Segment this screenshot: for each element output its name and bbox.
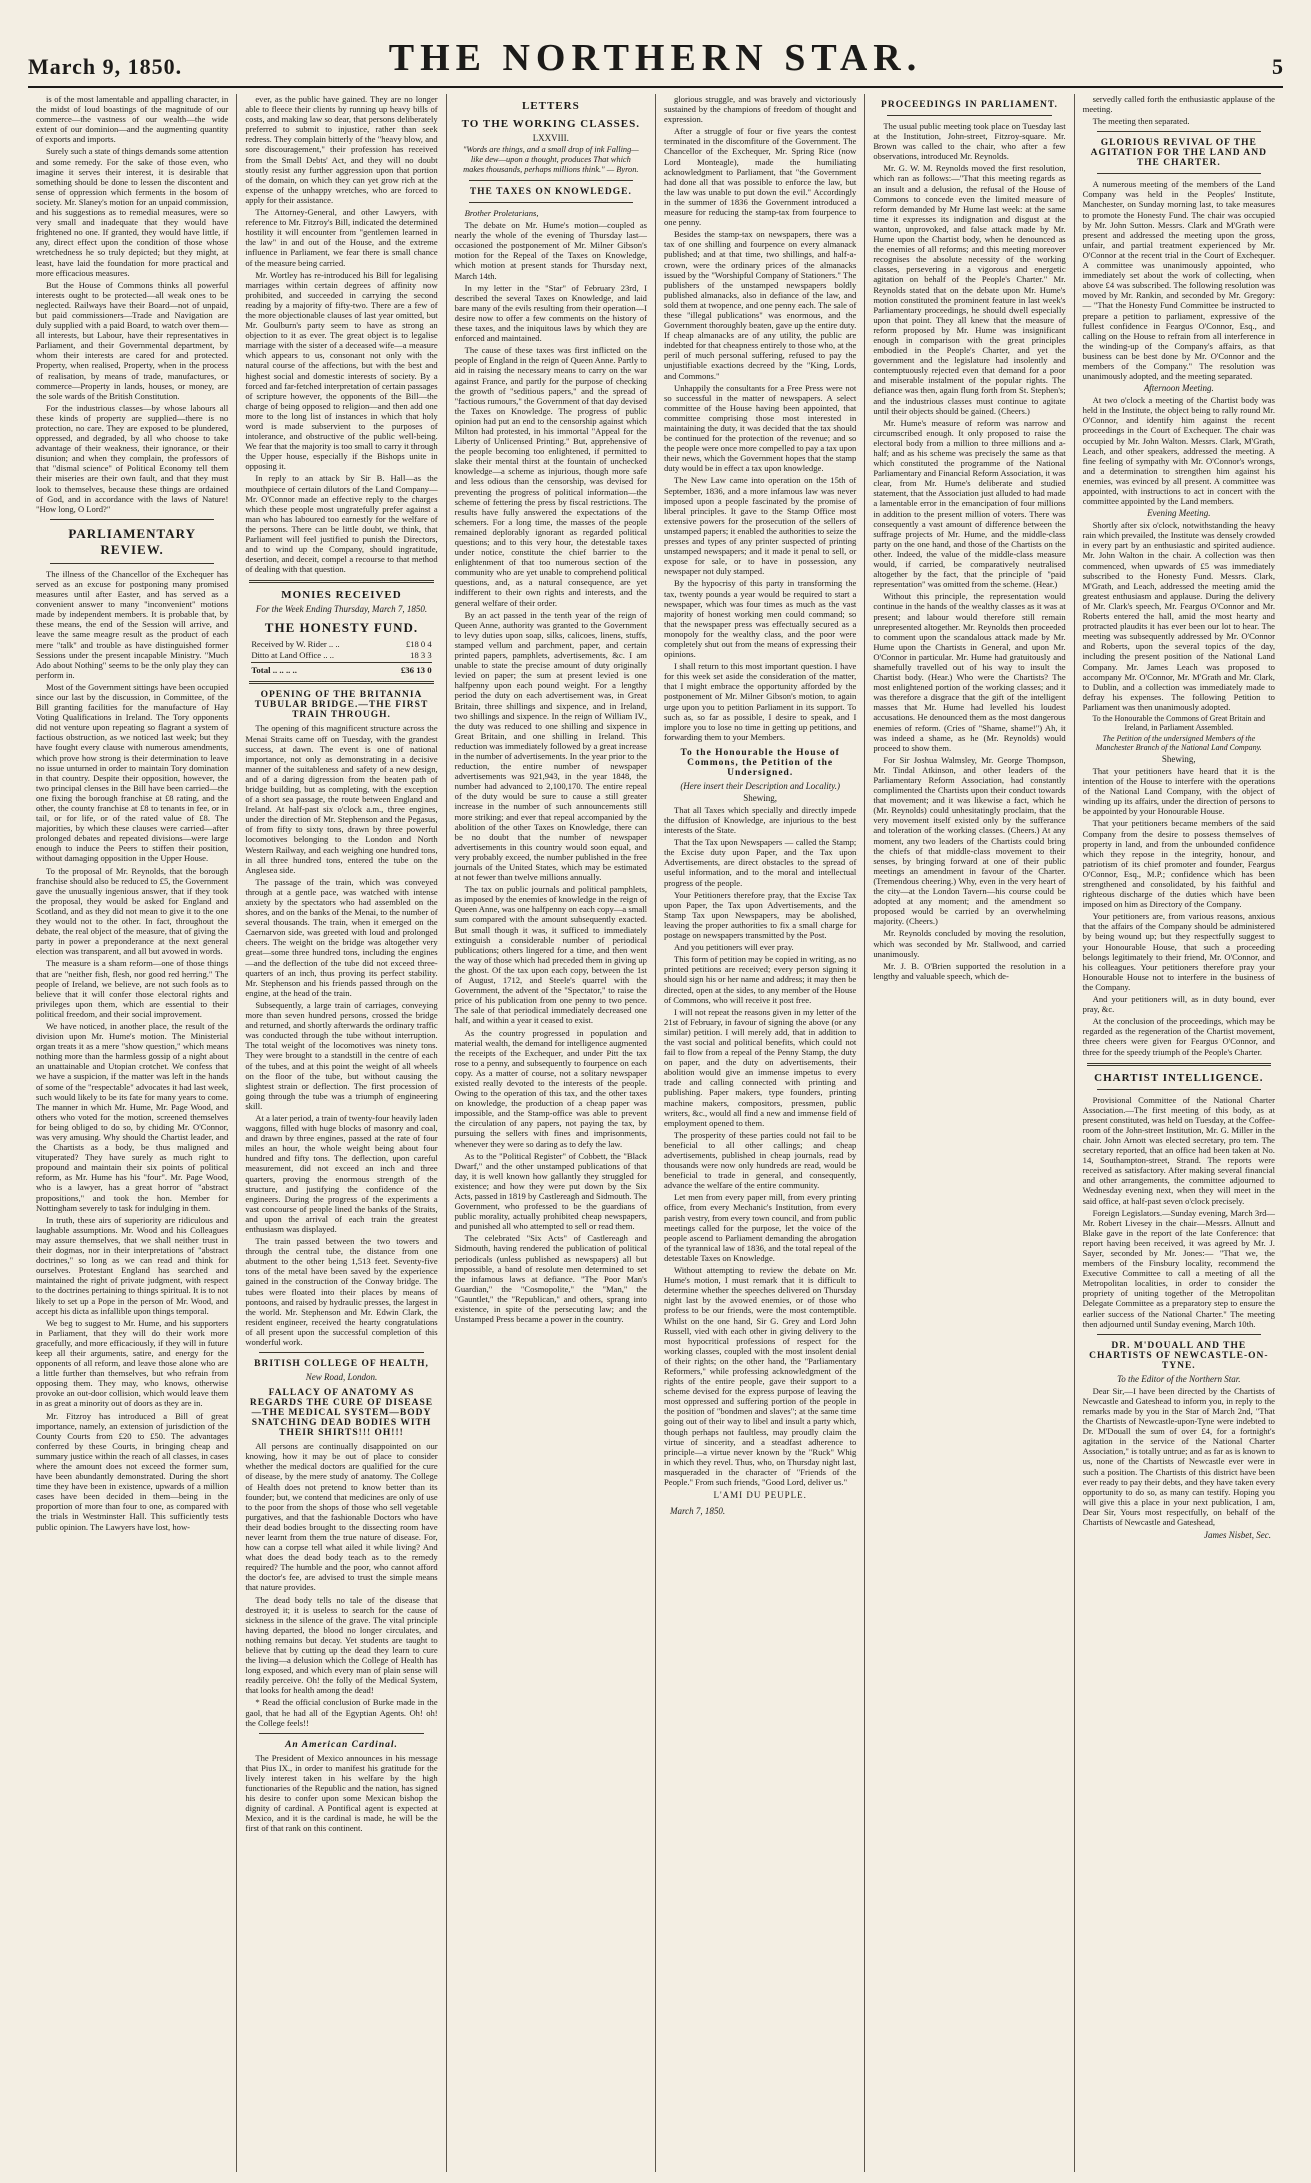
paragraph: The usual public meeting took place on Tuesday last at the Institution, John-street, Fitzroy-square. Mr. Brown was called to the chair, who after a few observations, introduced Mr. Reynolds.: [873, 121, 1066, 162]
paragraph: Mr. Wortley has re-introduced his Bill for legalising marriages within certain degrees of affinity now prohibited, and succeeded in carrying the second reading by a majority of fifty-two. There are a few of the more objectionable clauses of last year omitted, but Mr. Goulburn's party seem to have as strong an objection to it as ever. The great object is to legalise marriage with the sister of a deceased wife—a measure which appears to us, consonant not only with the natural course of the affections, but with the best and highest social and domestic interests of society. By a forced and far-fetched interpretation of certain passages of scripture however, the opponents of the Bill—the charge of being opposed to religion—and then add one more to the long list of instances in which that holy word is made subservient to the purposes of intolerance, and obstructive of the public well-being. We fear that the majority is too small to carry it through the Upper house, especially if the Bishops unite in opposing it.: [245, 269, 438, 472]
paragraph: In truth, these airs of superiority are ridiculous and laughable assumptions. Mr. Wood and his Colleagues may assure themselves, that we shall neither trust in their dogmas, nor in their interpretations of "abstract doctrines," so long as we can read and think for ourselves. Protestant England has searched and maintained the right of private judgment, with respect to the doctrines pertaining to things spiritual. It is to not likely to set up a Pope in the person of Mr. Wood, and accept his dicta as infallible upon things temporal.: [36, 1214, 229, 1316]
paragraph: To the proposal of Mr. Reynolds, that the borough franchise should also be reduced to £5, the Government gave the unusually ingenious answer, that if they took the proposal, they would be asked for England and Scotland, and as they did not mean to give it to the one they would not to the other. In fact, throughout the debate, the real object of the measure, that of giving the party in power a preponderance at the next general election was transparent, and all but avowed in words.: [36, 865, 229, 957]
paragraph: As to the "Political Register" of Cobbett, the "Black Dwarf," and the other unstamped publications of that day, it is well known how gallantly they struggled for existence; and how they were put down by the Six Acts, passed in 1819 by Castlereagh and Sidmouth. The Government, who professed to be the guardians of public morality, actually prohibited cheap newspapers, and punished all who attempted to sell or read them.: [454, 1150, 647, 1232]
paragraph: Foreign Legislators.—Sunday evening, March 3rd—Mr. Robert Livesey in the chair—Messrs. Allnutt and Blake gave in the report of the late Conference: that report having been received, it was agreed by Mr. J. Sayer, seconded by Mr. Jones:— "That we, the members of the Finsbury locality, recommend the Executive Committee to call a meeting of all the Metropolitan localities, in order to consider the propriety of uniting together of the Metropolitan Delegate Committee as a preparatory step to ensure the earlier success of the National Charter." The meeting then adjourned until Sunday evening, March 10th.: [1082, 1207, 1275, 1329]
paragraph: A numerous meeting of the members of the Land Company was held in the Peoples' Institute, Manchester, on Sunday morning last, to take measures to promote the Honesty Fund. The chair was occupied by Mr. John Sutton. Messrs. Clark and M'Grath were present and addressed the meeting upon the gross, unfair, and partial treatment experienced by Mr. O'Connor at the recent trial in the Court of Exchequer. A committee was unanimously appointed, who immediately set about the work of collecting, when above £4 was subscribed. The following resolution was moved by Mr. Rankin, and seconded by Mr. Gregory:— "That the Honesty Fund Committee be instructed to prepare a petition to parliament, expressive of the fullest confidence in Feargus O'Connor, Esq., and calling on the House to refrain from all interference in the winding-up of the Company's affairs, as that business can be best done by Mr. O'Connor and the members of the Company." The resolution was unanimously adopted, and the meeting separated.: [1082, 179, 1275, 382]
divider: [1097, 131, 1261, 132]
paragraph: Unhappily the consultants for a Free Press were not so successful in the matter of newspapers. A select committee of the House having been appointed, that committee comprising those most interested in maintaining the duty, it was decided that the tax should be continued for the protection of the revenue; and so the people were once more compelled to pay a tax upon their news, which the Government hopes that the stamp duty would be in effect a tax upon knowledge.: [663, 382, 857, 474]
paragraph: Without this principle, the representation would continue in the hands of the wealthy classes as it was at present; and labour would therefore still remain unrepresented altogether. Mr. Reynolds then proceeded to comment upon the scandalous attack made by Mr. Hume upon the Chartists in General, and upon Mr. O'Connor in particular. Mr. Hume had gratuitously and shamefully travelled out of his way to insult the Chartist body. (Hear.) Who were the Chartists? The most enlightened portion of the working classes; and it was therefore a disgrace that the gift of the intelligent masses that Mr. Hume had levelled his loudest accusations. He denounced them as the most dangerous enemies of reform. (Cries of "Shame, shame!") Ah, it was indeed a shame, as he (Mr. Reynolds) would proceed to show them.: [873, 591, 1066, 753]
monies-received-subheading: For the Week Ending Thursday, March 7, 1850.: [255, 604, 428, 615]
taxes-on-knowledge-heading: THE TAXES ON KNOWLEDGE.: [469, 187, 632, 197]
paragraph: ever, as the public have gained. They are no longer able to fleece their clients by running up heavy bills of costs, and making law so dear, that persons deliberately preferred to submit to injustice, rather than seek redress. They complain bitterly of the "heavy blow, and sore discouragement," their profession has received from the Small Debts' Act, and they will no doubt stoutly resist any further aggression upon that portion of the domain, on which they can yet grow rich at the expense of the unhappy wretches, who are forced to apply for their assistance.: [245, 94, 438, 205]
paragraph: All persons are continually disappointed on our knowing, how it may be out of place to consider whether the medical doctors are qualified for the cure of disease, by the mere study of anatomy. The College of Health does not pretend to know better than its founder; but, we contend that medicines are only of use to the poor from the shops of those who sell vegetable purgatives, and that the fashionable Doctors who have their dead bodies brought to the dissecting room have never learnt from them the true nature of disease. For, how can a corpse tell what ailed it while living? And what does the dead body teach as to the remedy required? The humble and the poor, who cannot afford the doctor's fee, are advised to trust the simple means that nature provides.: [245, 1441, 438, 1593]
paragraph: Mr. Fitzroy has introduced a Bill of great importance, namely, an extension of jurisdiction of the County Courts from £20 to £50. The advantages conferred by these Courts, in bringing cheap and summary justice within the reach of all classes, in cases where the amount does not exceed the former sum, have been abundantly demonstrated. During the short time they have been in existence, upwards of a million cases have been decided in them—being in the proportion of more than four to one, as compared with the trials in Westminster Hall. This sufficiently tests public opinion. The Lawyers have lost, how-: [36, 1410, 229, 1532]
salutation: Brother Proletarians,: [464, 208, 539, 218]
issue-date: March 9, 1850.: [28, 54, 183, 79]
honesty-fund-heading: THE HONESTY FUND.: [264, 620, 419, 636]
paragraph: Without attempting to review the debate on Mr. Hume's motion, I must remark that it is difficult to determine whether the speeches delivered on Thursday night last by the avowed enemies, or of those who profess to be our friends, were the most contemptible. Whilst on the one hand, Sir G. Grey and Lord John Russell, vied with each other in giving delivery to the most hypocritical professions of respect for the working classes, coupled with the most insolent denial of their rights; on the other hand, the "Parliamentary Reformers," while professing acknowledgment of the rights of the entire people, gave their support to a scheme devised for the express purpose of leaving the most oppressed and suffering portion of the people in the position of "bondmen and slaves"; at the same time going out of their way to libel and insult a party which, though perhaps not faultless, may proudly claim the virtue of sincerity, and a steadfast adherence to principle—a virtue never known by the "Ruck" Whig in which they revel. Thus, who, on Thursday night last, masqueraded in the character of "Friends of the People." From such friends, "Good Lord, deliver us.": [663, 1265, 857, 1487]
divider: [259, 1352, 423, 1353]
paragraph: Shortly after six o'clock, notwithstanding the heavy rain which prevailed, the Institute was densely crowded in every part by an enthusiastic and spirited audience. Mr. John Walton in the chair. A collection was then commenced, when upwards of £5 was immediately subscribed to the Honesty Fund. Messrs. Clark, M'Grath, and Leach, addressed the meeting amid the greatest enthusiasm and applause. During the delivery of Mr. Clark's speech, Mr. Feargus O'Connor and Mr. Roberts entered the hall, amid the most hearty and protracted plaudits it has ever been our lot to hear. The meeting was subsequently addressed by Mr. O'Connor and Roberts, upon the several topics of the day, including the present position of the National Land Company. Mr. James Leach was proposed to accompany Mr. O'Connor, Mr. M'Grath and Mr. Clark, to Dublin, and a collection was immediately made to defray his expenses. The following Petition to Parliament was then unanimously adopted.: [1082, 520, 1275, 712]
fund-row-amount: 18 3 3: [410, 650, 432, 661]
fallacy-of-anatomy-heading: FALLACY OF ANATOMY AS REGARDS THE CURE OF DISEASE—THE MEDICAL SYSTEM—BODY SNATCHING DEAD BODIES WITH THEIR SHIRTS!!! OH!!!: [249, 1388, 434, 1439]
fund-row: [251, 650, 431, 660]
paragraph: Let men from every paper mill, from every printing office, from every Mechanic's Institution, from every parish vestry, from every town council, and from public meetings called for the purpose, let the voice of the people ascend to Parliament demanding the abrogation of the tyrannical law of 1836, and the total repeal of the detestable Taxes on Knowledge.: [663, 1192, 857, 1263]
petition-heading: To the Honourable the House of Commons, the Petition of the Undersigned.: [680, 747, 840, 778]
fund-total-label: Total .. .. .. ..: [251, 665, 297, 676]
fund-row-label: Received by W. Rider .. ..: [251, 639, 340, 650]
editor-address: To the Editor of the Northern Star.: [1117, 1373, 1241, 1384]
divider: [469, 180, 633, 181]
column-6: [1075, 94, 1283, 2172]
divider: [259, 1733, 423, 1734]
paragraph: At a later period, a train of twenty-four heavily laden waggons, filled with huge blocks of masonry and coal, and drawn by three engines, passed at the rate of four miles an hour, the whole weight being about four hundred and fifty tons. The deflection, upon careful measurement, did not exceed an inch and three quarters, proving the enormous strength of the structure, and justifying the confidence of the engineers. During the progress of the experiments a vast concourse of people lined the banks of the Straits, and upon the arrival of each train the greatest enthusiasm was displayed.: [245, 1112, 438, 1234]
petition-address: To the Honourable the Commons of Great Britain and Ireland, in Parliament Assembled.: [1092, 713, 1266, 732]
paragraph: The illness of the Chancellor of the Exchequer has served as an excuse for postponing many promised measures until after Easter, and has served as a convenient answer to many "inconvenient" motions made by independent members. It is probable that, by these means, the end of the Session will arrive, and leave the same meagre result as the product of each mere "talk" and trouble as have distinguished former Sessions under the present incapable Ministry. "Much Ado about Nothing" seems to be the only play they can perform in.: [36, 568, 229, 680]
paragraph: For the industrious classes—by whose labours all these kinds of property are supplied—there is no protection, no care. They are exposed to be plundered, oppressed, and degraded, by all who choose to take advantage of their weakness, their ignorance, or their disunion; and when they complain, the professors of that "dismal science" of Political Economy tell them their miseries are their own fault, and that they must look to themselves, because these things are ordained of God, and in accordance with the laws of Nature! "How long, O Lord?": [36, 402, 229, 514]
article-columns: [28, 94, 1283, 2172]
column-1: [28, 94, 237, 2172]
paragraph: That your petitioners became members of the said Company from the desire to possess themselves of property in land, and from the unbounded confidence which they repose in the integrity, honour, and patriotism of its chief promoter and founder, Feargus O'Connor, Esq., M.P.; confidence which has been strengthened and consolidated, by his faithful and righteous discharge of the duties which have been imposed on him as Directory of the Company.: [1082, 818, 1275, 910]
paragraph: As the country progressed in population and material wealth, the demand for intelligence augmented the receipts of the Exchequer, and under Pitt the tax rose to a penny, and subsequently to fourpence on each copy. As a matter of course, not a solitary newspaper existed really devoted to the interests of the people. Owing to the operation of this tax, and the other taxes on knowledge, the production of a cheap paper was impossible, and the Stamp-office was able to prevent the circulation of any papers, not paying the tax, by pursuing the sellers with fines and imprisonments, whenever they were so daring as to defy the law.: [454, 1027, 647, 1149]
paragraph: Mr. Hume's measure of reform was narrow and circumscribed enough. It only proposed to raise the electoral body from a million to three millions and a-half; and as his scheme was precisely the same as that which constituted the programme of the National Parliamentary and Financial Reform Association, it was clear, from Mr. Hume's deliberate and studied statement, that the Association just alluded to had made a lamentable error in the emancipation of four millions in addition to the present million of voters. There was consequently a vast amount of difference between the suffrage projects of Mr. Hume, and the middle-class party on the one hand, and those of the Chartists on the other. Indeed, the value of the middle-class measure would, if carried, be comparatively neutralised altogether by the fact, that the principle of "paid representation" was omitted from the scheme. (Hear.): [873, 417, 1066, 590]
petition-shewing: Shewing,: [743, 792, 778, 803]
column-4: [656, 94, 865, 2172]
divider: [1097, 173, 1261, 174]
fund-row: [251, 639, 431, 649]
paragraph: At two o'clock a meeting of the Chartist body was held in the Institute, the object being to rally round Mr. O'Connor, and identify him against the recent proceedings in the Court of Exchequer. The chair was occupied by Mr. John Walton. Messrs. Clark, M'Grath, Leach, and other speakers, addressed the meeting. A fine feeling of sympathy with Mr. O'Connor's wrongs, and a determination to strengthen him against his enemies, was evinced by all present. A committee was appointed, with instructions to act in concert with the committee appointed by the Land members.: [1082, 395, 1275, 507]
paragraph: servedly called forth the enthusiastic applause of the meeting.: [1082, 94, 1275, 115]
column-2: [237, 94, 446, 2172]
column-5: [865, 94, 1074, 2172]
paragraph: And your petitioners will, as in duty bound, ever pray, &c.: [1082, 994, 1275, 1015]
college-of-health-subheading: New Road, London.: [305, 1372, 378, 1383]
paragraph: The President of Mexico announces in his message that Pius IX., in order to manifest his gratitude for the lively interest taken in his welfare by the high functionaries of the Republic and the nation, has signed his desire to confer upon some Mexican bishop the dignity of cardinal. A Pontifical agent is expected at Mexico, and it is the cardinal is made, he will be the first of that rank on this continent.: [245, 1752, 438, 1834]
paragraph: I will not repeat the reasons given in my letter of the 21st of February, in favour of signing the above (or any similar) petition. I will merely add, that in addition to the vast social and political benefits, which could not fail to flow from a repeal of the Penny Stamp, the duty on paper, and the duty on advertisements, their abolition would give an immense impetus to every trade and calling connected with printing and publishing. Paper makers, type founders, printing machine makers, compositors, pressmen, public writers, &c., would all find a new and immense field of employment opened to them.: [663, 1006, 857, 1128]
masthead: [28, 36, 1283, 88]
paragraph: Subsequently, a large train of carriages, conveying more than seven hundred persons, crossed the bridge and returned, and shortly afterwards the ordinary traffic was conducted through the tube without interruption. The total weight of the locomotives was ninety tons. They were brought to a standstill in the centre of each of the tubes, and at this point the weight of all wheels on the floor of the tube, but without causing the slightest strain or deflection. The first procession of going through the tube was a triumph of engineering skill.: [245, 999, 438, 1111]
paragraph: Besides the stamp-tax on newspapers, there was a tax of one shilling and fourpence on every almanack published; and at that time, two shillings, and half-a-crown, were the ordinary prices of the almanacks issued by the "Worshipful Company of Stationers." The publishers of the unstamped newspapers boldly published almanacks, also in defiance of the law, and sold them at twopence, and one penny each. The sale of these "illegal publications" was enormous, and the Government thoroughly beaten, gave up the entire duty. If cheap almanacks are of any utility, the public are indebted for that cheapness entirely to those who, at the peril of much personal suffering, refused to pay the unjustifiable exactions decreed by the "King, Lords, and Commons.": [663, 229, 857, 381]
fund-total-row: [251, 662, 431, 675]
footnote: * Read the official conclusion of Burke made in the gaol, that he had all of the Egyptian Agents. Oh! oh! the College feels!!: [245, 1697, 438, 1728]
paragraph: Your Petitioners therefore pray, that the Excise Tax upon Paper, the Tax upon Advertisements, and the Stamp Tax upon Newspapers, may be abolished, leaving the proper authorities to fix a small charge for postage on newspapers transmitted by the Post.: [663, 889, 857, 941]
american-cardinal-heading: An American Cardinal.: [285, 1739, 398, 1750]
paragraph: That your petitioners have heard that it is the intention of the House to interfere with the operations of the National Land Company, with the object of winding up its affairs, under the direction of persons to be appointed by your Honourable House.: [1082, 765, 1275, 817]
letters-number: LXXVIII.: [532, 133, 569, 143]
paragraph: The measure is a sham reform—one of those things that are "neither fish, flesh, nor good red herring." The people of Ireland, we believe, are not such fools as to believe that it will confer those electoral rights and privileges upon them, which are essential to their political freedom, and their social improvement.: [36, 958, 229, 1019]
britannia-bridge-heading: OPENING OF THE BRITANNIA TUBULAR BRIDGE.—THE FIRST TRAIN THROUGH.: [254, 690, 429, 721]
evening-meeting-subheading: Evening Meeting.: [1147, 508, 1211, 519]
petition-shewing: Shewing,: [1161, 753, 1196, 764]
paragraph: The debate on Mr. Hume's motion—coupled as nearly the whole of the evening of Thursday last—occasioned the postponement of Mr. Milner Gibson's motion for the Repeal of the Taxes on Knowledge, which motion at present stands for Thursday next, March 14th.: [454, 220, 647, 281]
paragraph: The passage of the train, which was conveyed through at a gentle pace, was watched with intense anxiety by the spectators who had assembled on the shores, and on the banks of the Menai, to the number of several thousands. The train, when it emerged on the Caernarvon side, was greeted with loud and prolonged cheers. The weight on the bridge was altogether very great—some three hundred tons, including the engines—and the deflection of the tube did not exceed three-quarters of an inch, thus proving its perfect stability. Mr. Stephenson and his friends passed through on the engine, at the head of the train.: [245, 876, 438, 998]
paragraph: We have noticed, in another place, the result of the division upon Mr. Hume's motion. The Ministerial organ treats it as a mere "show question," which means nothing more than the harmless gossip of a night about an unattainable and Utopian crotchet. We confess that we have a suspicion, if the matter was left in the hands of some of the "respectable" advocates it had last week, such would likely to be its fate for many years to come. The manner in which Mr. Hume, Mr. Page Wood, and others who voted for the motion, screened themselves for being obliged to do so, by chiding Mr. O'Connor, was very amusing. Why should the Chartist leader, and the Chartists as a body, be thus maligned and vituperated? They have surely as much right to propound and maintain their six points of political reform, as Mr. Hume has his "four". Mr. Page Wood, who is a lawyer, has a great horror of "abstract propositions," and took the hon. Member for Nottingham severely to task for indulging in them.: [36, 1020, 229, 1213]
paragraph: Mr. Reynolds concluded by moving the resolution, which was seconded by Mr. Stallwood, and carried unanimously.: [873, 928, 1066, 959]
column-3: [447, 94, 656, 2172]
paragraph: At the conclusion of the proceedings, which may be regarded as the regeneration of the Chartist movement, three cheers were given for Feargus O'Connor, and three for the speedy triumph of the People's Charter.: [1082, 1016, 1275, 1057]
paragraph: Your petitioners are, from various reasons, anxious that the affairs of the Company should be administered by being wound up; but they respectfully suggest to your Honourable House, that such a proceeding belongs legitimately to their friend, Mr. O'Connor, and his colleagues. Your petitioners therefore pray your Honourable House not to interfere in the business of the Company.: [1082, 911, 1275, 992]
letter-signoff: L'AMI DU PEUPLE.: [713, 1490, 807, 1501]
paragraph: That the Tax upon Newspapers — called the Stamp; the Excise duty upon Paper, and the Tax upon Advertisements, are direct obstacles to the spread of useful information, and to the moral and intellectual progress of the people.: [663, 837, 857, 888]
divider: [1097, 1334, 1261, 1335]
paragraph: The tax on public journals and political pamphlets, as imposed by the enemies of knowledge in the reign of Queen Anne, was one halfpenny on each copy—a small sum compared with the amount subsequently exacted. But small though it was, it sufficed to immediately extinguish a considerable number of periodical publications; others lingered for a time, and then went the way of those which had preceded them in giving up the ghost. Of the tax upon each copy, between the 1st of August, 1712, and Steele's quarrel with the Government, the advent of the "Spectator," to raise the price of his publication from one penny to two pence. The sale of that periodical immediately decreased one half, and within a year it ceased to exist.: [454, 884, 647, 1026]
paragraph: The cause of these taxes was first inflicted on the people of England in the reign of Queen Anne. Partly to aid in raising the necessary means to carry on the war against France, and partly for the purpose of checking the growth of "seditious papers," and the spread of "factious rumours," the Government of that day devised the Taxes on Knowledge. The progress of public opinion had put an end to the censorship against which Milton had protested, in his immortal "Appeal for the Liberty of Unlicensed Printing." But, apprehensive of the people becoming too enlightened, if permitted to slake their mental thirst at the fountain of unchecked knowledge—a scheme as injurious, though more safe and less odious than the censorship, was devised for preventing the progress of political information—the scheme of fettering the press by fiscal restrictions. The results have fully answered the expectations of the schemers. For a long time, the masses of the people remained deplorably ignorant as regarded political questions; and to this very hour, the detestable taxes under notice, constitute the chief barrier to the enlightenment of that too numerous section of the community who are yet unable to comprehend political questions, and, as a natural consequence, are yet indifferent to their own rights and interests, and the general welfare of their order.: [454, 345, 647, 608]
monies-received-heading: MONIES RECEIVED: [281, 589, 402, 602]
divider: [249, 681, 433, 684]
paragraph: The celebrated "Six Acts" of Castlereagh and Sidmouth, having rendered the publication of political periodicals (unless published as newspapers) all but impossible, a band of resolute men determined to set the infamous laws at defiance. "The Poor Man's Guardian," the "Cosmopolite," the "Man," the "Gauntlet," the "Republican," and others, sprang into existence, in spite of the persecuting law; and the Unstamped Press became a power in the country.: [454, 1233, 647, 1325]
paragraph: This form of petition may be copied in writing, as no printed petitions are received; every person signing it should sign his or her name and address; it may then be directed, open at the sides, to any member of the House of Commons, who will receive it post free.: [663, 954, 857, 1005]
paragraph: Provisional Committee of the National Charter Association.—The first meeting of this body, as at present constituted, was held on Tuesday, at the Coffee-room of the John-street Institution, Mr. G. Miller in the chair. John Arnott was elected secretary, pro tem. The secretary reported, that an office had been taken at No. 14, Southampton-street, Strand. The reports were received as satisfactory. After making several financial and other arrangements, the committee adjourned to Wednesday evening next, when they will meet in the said office, at half-past seven o'clock precisely.: [1082, 1094, 1275, 1206]
paragraph: We beg to suggest to Mr. Hume, and his supporters in Parliament, that they will do their work more gracefully, and more efficaciously, if they will in future keep all their arguments, satire, and energy for the opponents of all reform, and leave those alone who are a little further than themselves, but who refrain from opposing them. They may, who knows, otherwise provoke an out-door collision, which would leave them in as great a minority out of doors as they are in.: [36, 1317, 229, 1409]
divider: [1087, 1063, 1271, 1066]
letter-signoff: James Nisbet, Sec.: [1203, 1530, 1271, 1541]
paragraph: The New Law came into operation on the 15th of September, 1836, and a more infamous law was never imposed upon a people fascinated by the promise of liberal principles. It gave to the Stamp Office most extensive powers for the prosecution of the sellers of unstamped papers; it enabled the authorities to seize the presses and types of any printer suspected of printing unstamped newspapers; and it made it penal to sell, or expose for sale, or to have in possession, any newspaper not duly stamped.: [663, 475, 857, 577]
paragraph: The opening of this magnificent structure across the Menai Straits came off on Tuesday, with the grandest success, at dawn. The event is one of national importance, not only as demonstrating in a decisive manner of the suitableness and safety of a new design, and of a daring digression from the beaten path of bridge building, but as completing, with the exception of a short sea passage, the route between England and Ireland. At half-past six o'clock a.m., three engines, under the direction of Mr. Stephenson and the Pegasus, of from fifty to sixty tons, drawn by three powerful locomotives belonging to the London and North Western Railway, and each weighing one hundred tons, in all three hundred tons, entered the tube on the Anglesea side.: [245, 723, 438, 875]
fund-row-amount: £18 0 4: [405, 639, 432, 650]
petition-subheading: (Here insert their Description and Locality.): [680, 780, 840, 791]
paragraph: The train passed between the two towers and through the central tube, the distance from one abutment to the other being 1,513 feet. Seventy-five tons of the metal have been saved by the experience gained in the construction of the Conway bridge. The tubes were floated into their places by means of pontoons, and raised by hydraulic presses, the largest in the world. Mr. Stephenson and Mr. Edwin Clark, the resident engineer, received the hearty congratulations of all present upon the successful completion of this wonderful work.: [245, 1236, 438, 1348]
paragraph: The Attorney-General, and other Lawyers, with reference to Mr. Fitzroy's Bill, indicated the determined hostility it will encounter from "gentlemen learned in the law" in and out of the House, and the extreme influence in Parliament, we fear there is small chance of the measure being carried.: [245, 207, 438, 268]
page-number: 5: [1272, 54, 1283, 79]
paragraph: Mr. G. W. M. Reynolds moved the first resolution, which ran as follows:—"That this meeting regards as an insult and a delusion, the refusal of the House of Commons to concede even the limited measure of reform demanded by Mr Hume last week: at the same time it expresses its indignation and disgust at the wanton, unprovoked, and false attack made by Mr. Hume upon the Chartist body, when he denounced as the enemies of all reforms; and this meeting moreover recognises the absolute necessity of the working classes, persevering in a vigorous and energetic agitation on behalf of the People's Charter." Mr. Reynolds stated that on the debate upon Mr. Hume's motion constituted the prominent feature in last week's Parliamentary proceedings, he should dwell especially upon that point. They all knew that the measure of reform proposed by Mr. Hume was insignificant enough in comparison with the great principles embodied in the People's Charter, and yet the government and the legislature had insolently and contemptuously rejected even that demand for a poor and miserable instalment of the popular rights. The defiance was then, again flung forth from St. Stephen's; and the industrious classes must continue to agitate until their objects should be gained. (Cheers.): [873, 163, 1066, 416]
paragraph: In my letter in the "Star" of February 23rd, I described the several Taxes on Knowledge, and laid bare many of the evils resulting from their operation—I desire now to offer a few comments on the history of these taxes, and the iniquitous laws by which they are enforced and maintained.: [454, 282, 647, 344]
paragraph: After a struggle of four or five years the contest terminated in the discomfiture of the Government. The Chancellor of the Exchequer, Mr. Spring Rice (now Lord Monteagle), made the humiliating acknowledgment to Parliament, that "the Government had done all that was possible to enforce the law, but the law was unable to put down the evil." Accordingly in the summer of 1836 the Government introduced a measure for reducing the stamp-tax from fourpence to one penny.: [663, 126, 857, 228]
divider: [469, 202, 633, 203]
college-of-health-heading: BRITISH COLLEGE OF HEALTH,: [254, 1359, 429, 1370]
paragraph: Surely such a state of things demands some attention and some remedy. For the sake of those even, who imagine it serves their interest, it is desirable that something should be done to lessen the discontent and sense of oppression which ferments in the bosom of society. Mr. Slaney's motion for an unpaid commission, and his suggestions as to remedial measures, were so very small and inadequate that they would have frightened no one. If granted, they would have little, if any, direct effect upon the condition of those whose wretchedness he so truly depicted; but they might, at least, have laid the foundation for more practical and more efficacious measures.: [36, 146, 229, 278]
proceedings-heading: PROCEEDINGS IN PARLIAMENT.: [881, 100, 1058, 110]
paragraph: I shall return to this most important question. I have for this week set aside the consideration of the matter, that I might embrace the opportunity afforded by the postponement of Mr. Milner Gibson's motion, to again urge upon you to petition Parliament in its support. To such as, so far as possible, I desire to speak, and I implore you to lose no time in getting up petitions, and forwarding them to your Members.: [663, 661, 857, 742]
mdouall-heading: DR. M'DOUALL AND THE CHARTISTS OF NEWCASTLE-ON-TYNE.: [1089, 1340, 1269, 1371]
section-heading-parliamentary-review: PARLIAMENTARY REVIEW.: [68, 525, 196, 557]
paragraph: glorious struggle, and was bravely and victoriously sustained by the champions of freedom of thought and expression.: [663, 94, 857, 125]
fund-total-amount: £36 13 0: [400, 665, 432, 676]
paragraph: The prosperity of these parties could not fail to be beneficial to all other callings; and cheap advertisements, published in cheap journals, read by thousands were now only hundreds are read, would be beneficial to trade in general, and consequently, advance the welfare of the entire community.: [663, 1129, 857, 1191]
letters-heading: LETTERS: [521, 100, 580, 112]
paragraph: Dear Sir,—I have been directed by the Chartists of Newcastle and Gateshead to inform you, in reply to the remarks made by you in the Star of March 2nd, "That the Chartists of Newcastle-upon-Tyne were indebted to Dr. M'Douall the sum of over £4, for a fortnight's agitation in the service of the National Charter Association," is totally untrue; and as far as is known to us, none of the Chartists of Newcastle ever were in such a position. The Chartists of this district have been ever ready to pay their debts, and they have taken every opportunity to do so, as many can testify. Hoping you will give this a place in your next publication, I am, Dear Sir, Yours most respectfully, on behalf of the Chartists of Newcastle and Gateshead,: [1082, 1385, 1275, 1527]
glorious-revival-heading: GLORIOUS REVIVAL OF THE AGITATION FOR THE LAND AND THE CHARTER.: [1090, 138, 1268, 169]
paragraph: For Sir Joshua Walmsley, Mr. George Thompson, Mr. Tindal Atkinson, and other leaders of the Parliamentary Reform Association, had constantly complimented the Chartists upon their conduct towards that movement; and it was likewise a fact, which he (Mr. Reynolds) could unhesitatingly proclaim, that the very movement itself existed only by the sufferance and toleration of the working classes. (Cheers.) At any moment, any two leaders of the Chartists could bring the chiefs of that middle-class movement to their senses, by bringing forward at one of their public meetings an amendment in favour of the Charter. (Tremendous cheering.) Why, even in the very heart of the city—at the London Tavern—his course could be adopted at any moment; and the amendment so proposed would be carried by an overwhelming majority. (Cheers.): [873, 754, 1066, 927]
paragraph: In reply to an attack by Sir B. Hall—as the mouthpiece of certain dilutors of the Land Company—Mr. O'Connor made an effective reply to the charges which these people most ungratefully prefer against a man who has laboured too earnestly for the welfare of the persons. There can be little doubt, we think, that Parliament will feel justified to punish the Directors, and to wind up the Company, should ingratitude, desertion, and deceit, compel a recourse to that method of dealing with that question.: [245, 473, 438, 575]
chartist-intelligence-heading: CHARTIST INTELLIGENCE.: [1094, 1071, 1264, 1084]
paragraph: The meeting then separated.: [1092, 116, 1190, 127]
letters-subheading: TO THE WORKING CLASSES.: [461, 118, 640, 130]
epigraph-verse: "Words are things, and a small drop of ink Falling—like dew—upon a thought, produces That which makes thousands, perhaps millions think." — Byron.: [462, 145, 639, 174]
paragraph: That all Taxes which specially and directly impede the diffusion of Knowledge, are injurious to the best interests of the State.: [663, 804, 857, 836]
divider: [249, 580, 433, 583]
paragraph: And you petitioners will ever pray.: [673, 942, 794, 953]
divider: [1097, 1089, 1261, 1090]
paragraph: By an act passed in the tenth year of the reign of Queen Anne, authority was granted to the Government to levy duties upon soap, silks, calicoes, linens, stuffs, stamped vellum and parchment, paper, and certain printed papers, pamphlets, advertisements, &c. I am unable to state the precise amount of duty originally levied on paper; the sum at present levied is one halfpenny upon each pound weight. For a lengthy period the duty on each advertisement was, in Great Britain, three shillings and sixpence, and in Ireland, two shillings and sixpence. In the reign of William IV., the duty was reduced to one shilling and sixpence in Great Britain, and one shilling in Ireland. This reduction was immediately followed by a great increase in the number of advertisements. In the year prior to the reduction, the entire number of newspaper advertisements was 921,943, in the year 1848, the number had advanced to 2,100,170. The entire repeal of the duty would be sure to cause a still greater increase in the number of such announcements still more striking; and ever that repeal accompanied by the abolition of the other Taxes on Knowledge, there can be no doubt that the number of newspaper advertisements in this country would soon equal, and very probably exceed, the number published in the free journals of the United States, which may be estimated at not fewer than twelve millions annually.: [454, 609, 647, 883]
paragraph: Mr. J. B. O'Brien supported the resolution in a lengthy and valuable speech, which de-: [873, 960, 1066, 981]
paragraph: By the hypocrisy of this party in transforming the tax, twenty pounds a year would be required to start a newspaper, which was four times as much as the vast majority of honest working men could command; so that the newspaper press was effectually secured as a monopoly for the wealthy class, and the poor were completely shut out from the means of expressing their opinions.: [663, 578, 857, 660]
letter-date: March 7, 1850.: [669, 1506, 726, 1517]
fund-row-label: Ditto at Land Office .. ..: [251, 650, 334, 661]
divider: [50, 519, 214, 520]
petition-by: The Petition of the undersigned Members of the Manchester Branch of the National Land Company.: [1095, 733, 1262, 752]
paragraph: The dead body tells no tale of the disease that destroyed it; it is useless to search for the cause of sickness in the silence of the grave. The vital principle having departed, the blood no longer circulates, and nothing remains but decay. Yet students are taught to believe that by cutting up the dead they learn to cure the living—a delusion which the College of Health has long exposed, and which every man of plain sense will readily perceive. Oh! the folly of the Medical System, that looks for health among the dead!: [245, 1594, 438, 1696]
paragraph: But the House of Commons thinks all powerful interests ought to be protected—all weak ones to be neglected. Railways have their Board—not of unpaid, but paid commissioners—Trade and Navigation are duly supplied with a paid Board, to watch over them—all interests, but Labour, have their representatives in Parliament, and their Governmental department, by whom their interests are cared for and protected. Property, when realised, Property, when in the process of realisation, by means of trade, manufactures, or commerce—Property in lands, houses, or money, are the sole wards of the British Constitution.: [36, 279, 229, 401]
afternoon-meeting-subheading: Afternoon Meeting.: [1143, 383, 1214, 394]
divider: [50, 563, 214, 564]
newspaper-title: THE NORTHERN STAR.: [388, 37, 923, 79]
paragraph: is of the most lamentable and appalling character, in the midst of loud boastings of the magnitude of our commerce—the vastness of our wealth—the wide extent of our dominion—and the augmenting quantity of exports and imports.: [36, 94, 229, 145]
paragraph: Most of the Government sittings have been occupied since our last by the discussion, in Committee, of the Bill granting facilities for the manufacture of Hay Voting Qualifications in Ireland. The Tory opponents did not venture upon repeating so flagrant a system of factious obstruction, as we noticed last week; but they have fought every clause with numerous amendments, which prove how strong is their determination to leave no issue unturned in order to maintain Tory domination in that country. Despite their opposition, however, the two principal clenses in the Bill have been carried—the one fixing the borough franchise at £8 rating, and the other, the county franchise at £8 to tenants in fee, or in tail, or for life, or of the rated value of £8. The majorities, by which these clauses were carried—after prolonged debates and repeated divisions—were large enough to induce the Peers to stiffen their position, without damaging opposition in the Upper House.: [36, 681, 229, 864]
divider: [887, 115, 1051, 116]
